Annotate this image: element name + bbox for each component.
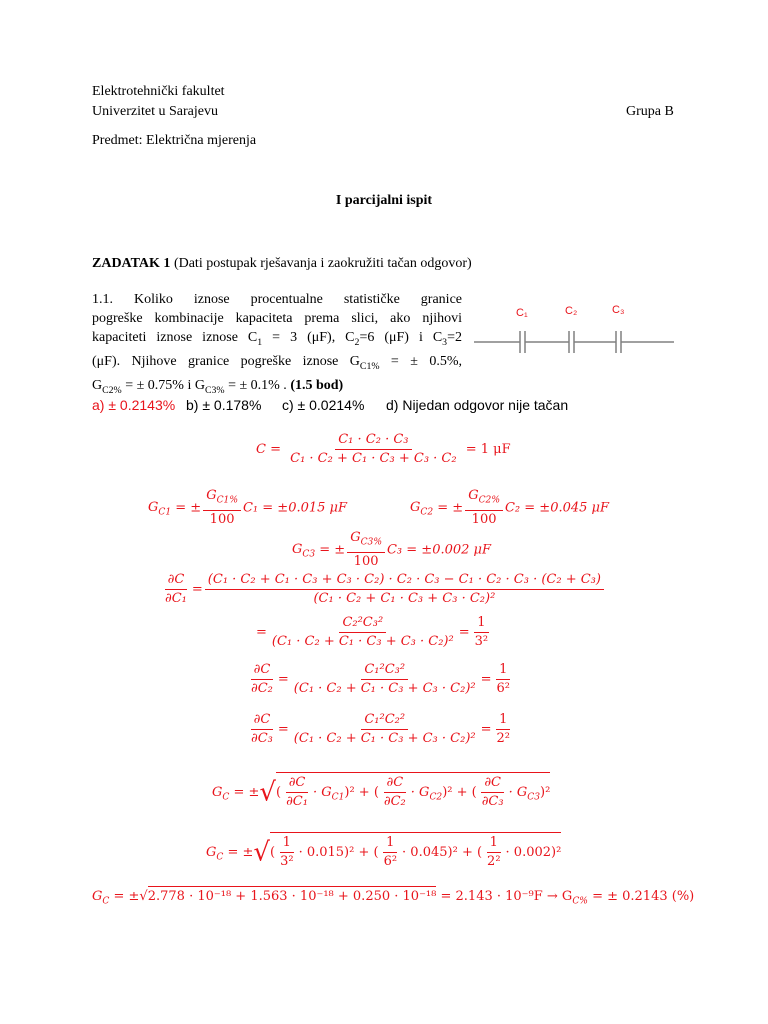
question-line-2: pogreške kombinacije kapaciteta prema slici, ako njihovi <box>92 311 462 326</box>
eq-gc1 <box>148 488 347 528</box>
q3-sub2: 2 <box>354 336 360 348</box>
question-line-1-text: Koliko iznose procentualne statističke granice <box>133 292 463 307</box>
eq-gc-numeric: $G_C$ = ±√( $\frac{1}{\text{3²}}$ · 0.015)² + ( $\frac{1}{\text{6²}}$ · 0.045)² + ( $\frac{1}{\text{2²}}$ · 0.002)² <box>206 832 561 870</box>
q5b: = ± 0.75% i G <box>121 377 205 393</box>
d2-result: $\frac{1}{\text{6²}}$ <box>496 662 510 696</box>
university-name: Univerzitet u Sarajevu <box>92 104 218 119</box>
cap2-label: C₂ <box>565 305 578 317</box>
eq-dC-dC3: $\frac{\partial C}{\text{∂C₃}}$ = $\frac{\text{C₁²C₂²}}{\text{(C₁ · C₂ + C₁ · C₃ + C₃ · C₂)²}}$ = $\frac{1}{\text{2²}}$ <box>246 712 515 747</box>
gc-sqrt: ( $\frac{\partial C}{\text{∂C₁}}$ · $G_{C1})^2$ + ( $\frac{\partial C}{\text{∂C₂}}$ · $G_{C2})^2$ + ( $\frac{\partial C}{\text{∂C₃}}$ · $G_{C3})^2$ <box>276 772 550 810</box>
task-instruction: (Dati postupak rješavanja i zaokružiti tačan odgovor) <box>173 256 472 271</box>
d1-num: (C₁ · C₂ + C₁ · C₃ + C₃ · C₂) · C₂ · C₃ − C₁ · C₂ · C₃ · (C₂ + C₃) <box>205 572 604 590</box>
cap3-label: C₃ <box>612 304 625 316</box>
final-sub: C% <box>572 896 588 907</box>
d2-den: (C₁ · C₂ + C₁ · C₃ + C₃ · C₂)² <box>293 681 476 696</box>
gc1-pm: = ± <box>175 500 202 516</box>
d3-den: (C₁ · C₂ + C₁ · C₃ + C₃ · C₂)² <box>293 731 476 746</box>
cap1-label: C₁ <box>516 307 528 319</box>
q3-sub1: 1 <box>257 336 263 348</box>
d1b-result: $\frac{1}{\text{3²}}$ <box>474 615 489 649</box>
exam-title: I parcijalni ispit <box>335 193 433 208</box>
answer-d[interactable]: d) Nijedan odgovor nije tačan <box>386 397 569 413</box>
gc1-rhs: C₁ = ±0.015 μF <box>242 500 348 516</box>
final-rhs: = 2.143 · 10⁻⁹F → G <box>440 889 573 904</box>
d1b-den: (C₁ · C₂ + C₁ · C₃ + C₃ · C₂)² <box>271 634 454 649</box>
d3-result: $\frac{1}{\text{2²}}$ <box>496 712 510 746</box>
eq1-num: C₁ · C₂ · C₃ <box>335 432 411 450</box>
q5-sub1: C2% <box>102 384 122 396</box>
eq1-lhs: C = <box>256 442 281 457</box>
gc1-fraction <box>203 488 241 528</box>
gc-pm: = ± <box>233 785 260 800</box>
question-line-3 <box>92 328 462 352</box>
group-label: Grupa B <box>626 104 674 119</box>
answer-b[interactable]: b) ± 0.178% <box>186 397 262 413</box>
q4b: = ± 0.5%, <box>379 353 463 369</box>
gc1-num: $G_{C1\%}$ <box>203 488 241 511</box>
eq-dC-dC2: $\frac{\partial C}{\text{∂C₂}}$ = $\frac{\text{C₁²C₃²}}{\text{(C₁ · C₂ + C₁ · C₃ + C₃ · C₂)²}}$ = $\frac{1}{\text{6²}}$ <box>246 662 515 697</box>
q4a: (μF). Njihove granice pogreške iznose G <box>92 353 360 369</box>
q3-sub3: 3 <box>442 336 448 348</box>
question-number: 1.1. <box>92 292 113 307</box>
gc-lhs: $G_C$ <box>212 785 230 803</box>
gc3-pm: = ± <box>319 542 346 558</box>
final-pm: = ± <box>113 889 140 904</box>
d3-lhs: $\frac{\partial C}{\text{∂C₃}}$ <box>251 712 273 746</box>
question-line-1 <box>92 290 462 309</box>
gcn-sqrt: ( $\frac{1}{\text{3²}}$ · 0.015)² + ( $\frac{1}{\text{6²}}$ · 0.045)² + ( $\frac{1}{\text{2²}}$ · 0.002)² <box>270 832 561 870</box>
final-lhs: $G_C$ <box>92 889 110 907</box>
answer-options <box>92 397 568 413</box>
gc2-num: $G_{C2\%}$ <box>465 488 503 511</box>
eq-total-capacitance <box>256 432 511 467</box>
q3a: kapaciteti iznose iznose C <box>92 330 258 345</box>
capacitor-circuit <box>470 298 680 360</box>
task-heading <box>92 256 472 272</box>
task-label: ZADATAK 1 <box>92 256 171 271</box>
q5c: = ± 0.1% . <box>224 377 287 393</box>
final-tail: = ± 0.2143 (%) <box>592 889 695 904</box>
eq-gc2 <box>410 488 609 528</box>
eq1-rhs: = 1 μF <box>465 442 511 457</box>
answer-c[interactable]: c) ± 0.0214% <box>282 397 365 413</box>
q3c: =6 (μF) i C <box>359 330 443 345</box>
gcn-lhs: $G_C$ <box>206 845 224 863</box>
subject-line: Predmet: Električna mjerenja <box>92 133 257 148</box>
d2-fraction <box>291 662 479 697</box>
gc1-lhs: $G_{C1}$ <box>148 500 172 518</box>
gc1-den: 100 <box>209 511 235 527</box>
gc3-lhs: $G_{C3}$ <box>292 542 316 560</box>
question-text <box>92 290 462 399</box>
q3b: = 3 (μF), C <box>262 330 355 345</box>
d3-fraction <box>291 712 479 747</box>
eq1-den: C₁ · C₂ + C₁ · C₃ + C₃ · C₂ <box>290 451 457 466</box>
q5a: G <box>92 377 103 393</box>
gc3-rhs: C₃ = ±0.002 μF <box>386 542 492 558</box>
d2-lhs: $\frac{\partial C}{\text{∂C₂}}$ <box>251 662 273 696</box>
eq-dC-dC1-simplified: = $\frac{\text{C₂²C₃²}}{\text{(C₁ · C₂ + C₁ · C₃ + C₃ · C₂)²}}$ = $\frac{1}{\text{3²}}$ <box>256 615 493 650</box>
final-sqrt: 2.778 · 10⁻¹⁸ + 1.563 · 10⁻¹⁸ + 0.250 · 10⁻¹⁸ <box>148 886 437 904</box>
gc3-num: $G_{C3\%}$ <box>347 530 385 553</box>
d1b-num: C₂²C₃² <box>339 615 386 633</box>
d3-num: C₁²C₂² <box>361 712 408 730</box>
eq-final-result: $G_C = \pm√2.778 \cdot 10^{-18} + 1.563 \cdot 10^{-18} + 0.250 \cdot 10^{-18} = 2.143 \cdot 10^{-9}F \to G_{C\%}$ = ± 0.2143 (%) <box>92 886 694 907</box>
gc2-fraction <box>465 488 503 528</box>
question-points: (1.5 bod) <box>290 377 344 393</box>
question-line-4 <box>92 352 462 376</box>
d1-lhs: $\frac{\partial C}{\text{∂C₁}}$ <box>165 572 187 606</box>
gcn-pm: = ± <box>227 845 254 860</box>
gc2-pm: = ± <box>437 500 464 516</box>
d1-den: (C₁ · C₂ + C₁ · C₃ + C₃ · C₂)² <box>313 591 496 606</box>
d1-fraction <box>205 572 604 607</box>
q5-sub2: C3% <box>204 384 225 396</box>
q3d: =2 <box>447 330 462 345</box>
d1b-fraction <box>269 615 457 650</box>
gc2-lhs: $G_{C2}$ <box>410 500 434 518</box>
gc2-den: 100 <box>471 511 497 527</box>
gc2-rhs: C₂ = ±0.045 μF <box>504 500 610 516</box>
question-line-5 <box>92 376 462 400</box>
eq1-fraction <box>287 432 459 467</box>
eq-dC-dC1: $\frac{\partial C}{\text{∂C₁}}$ = (C₁ · C₂ + C₁ · C₃ + C₃ · C₂) · C₂ · C₃ − C₁ · C₂ · C₃ · (C₂ + C₃) (C₁ · C₂ + C₁ · C₃ + C₃ · C₂)² <box>160 572 606 607</box>
gc3-den: 100 <box>353 553 379 569</box>
eq-gc3 <box>292 530 491 570</box>
eq-gc-symbolic: $G_C$ = ±√( $\frac{\partial C}{\text{∂C₁}}$ · $G_{C1})^2$ + ( $\frac{\partial C}{\text{∂C₂}}$ · $G_{C2})^2$ + ( $\frac{\partial C}{\text{∂C₃}}$ · $G_{C3})^2$ <box>212 772 550 810</box>
gc3-fraction <box>347 530 385 570</box>
q4-sub: C1% <box>359 360 380 372</box>
answer-a[interactable]: a) ± 0.2143% <box>92 397 176 413</box>
faculty-name: Elektrotehnički fakultet <box>92 84 225 99</box>
d2-num: C₁²C₃² <box>361 662 408 680</box>
